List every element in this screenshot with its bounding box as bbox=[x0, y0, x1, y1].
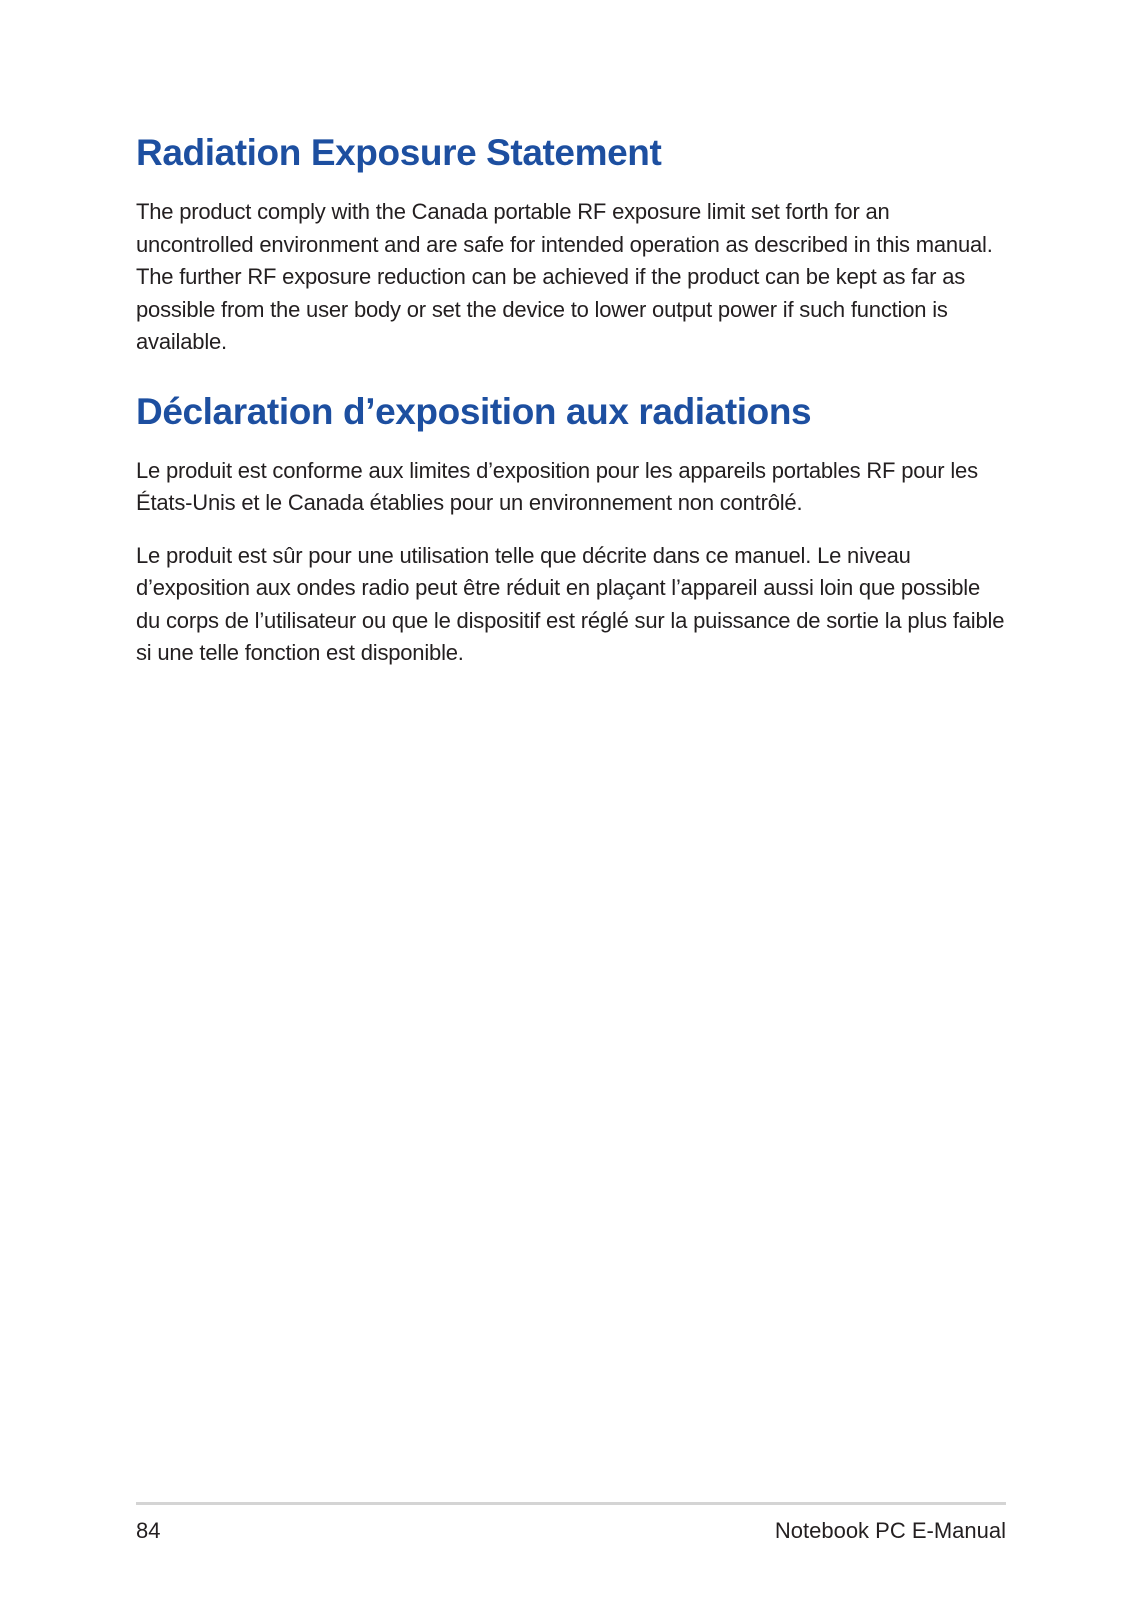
page-content bbox=[136, 130, 1006, 690]
paragraph-radiation-exposure: The product comply with the Canada portable RF exposure limit set forth for an uncontrolled environment and are safe for intended operation as described in this manual. The further RF exposure reduction can be achieved if the product can be kept as far as possible from the user body or set the device to lower output power if such function is available. bbox=[136, 199, 993, 354]
footer-page-number: 84 bbox=[136, 1518, 161, 1543]
section-title-declaration-exposition: Déclaration d’exposition aux radiations bbox=[136, 390, 812, 432]
footer-manual-title: Notebook PC E-Manual bbox=[774, 1518, 1006, 1543]
paragraph-declaration-1: Le produit est conforme aux limites d’exposition pour les appareils portables RF pour les États-Unis et le Canada établies pour un environnement non contrôlé. bbox=[136, 457, 978, 515]
section-title-radiation-exposure: Radiation Exposure Statement bbox=[136, 132, 662, 173]
paragraph-declaration-2: Le produit est sûr pour une utilisation telle que décrite dans ce manuel. Le niveau d’exposition aux ondes radio peut être réduit en plaçant l’appareil aussi loin que possible du corps de l’utilisateur ou que le dispositif est réglé sur la puissance de sortie la plus faible si une telle fonction est disponible. bbox=[136, 542, 1005, 665]
footer-divider bbox=[136, 1502, 1006, 1505]
